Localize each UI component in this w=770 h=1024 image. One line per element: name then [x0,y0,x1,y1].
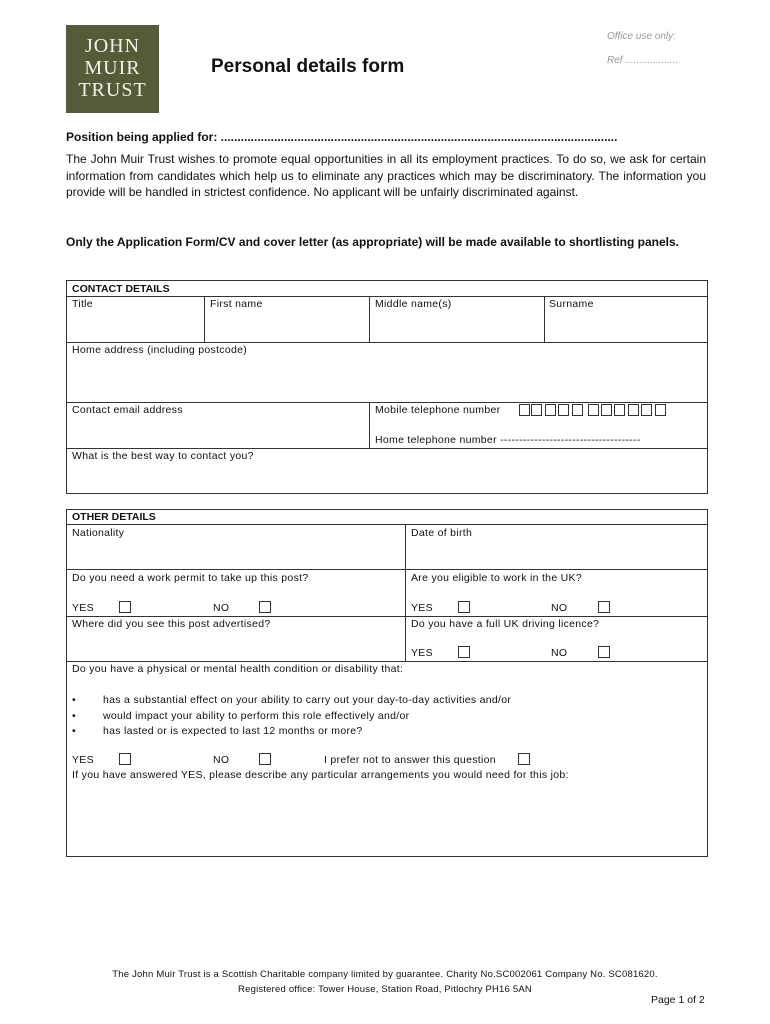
mobile-digit-box[interactable] [531,404,542,416]
divider [66,296,708,297]
list-item: • has a substantial effect on your ability to carry out your day-to-day activities and/or [72,693,511,709]
page-number: Page 1 of 2 [651,994,705,1006]
disability-no-checkbox[interactable] [259,753,271,765]
arrangements-field[interactable]: If you have answered YES, please describe any particular arrangements you would need for this job: [72,769,569,781]
john-muir-trust-logo [66,25,159,113]
prefer-not-checkbox[interactable] [518,753,530,765]
divider [66,616,708,617]
licence-yes-checkbox[interactable] [458,646,470,658]
divider [405,524,406,661]
work-permit-no-checkbox[interactable] [259,601,271,613]
work-permit-yes-checkbox[interactable] [119,601,131,613]
other-details-section [66,509,708,857]
mobile-phone-field[interactable]: Mobile telephone number [375,404,501,416]
intro-paragraph: The John Muir Trust wishes to promote equal opportunities in all its employment practices. To do so, we ask for certain information from candidates which help us to eliminate any practices which may be discriminatory. The information you provide will be handled in strictest confidence. No applicant will be unfairly discriminated against. [66,152,706,199]
home-address-field[interactable]: Home address (including postcode) [72,344,248,356]
eligible-question: Are you eligible to work in the UK? [411,572,582,584]
divider [66,524,708,525]
list-item: • would impact your ability to perform this role effectively and/or [72,709,511,725]
advertised-field[interactable]: Where did you see this post advertised? [72,618,271,630]
contact-details-heading: CONTACT DETAILS [72,283,170,295]
other-details-heading: OTHER DETAILS [72,511,156,523]
mobile-digit-box[interactable] [558,404,569,416]
yes-label: YES [72,602,94,614]
yes-label: YES [411,602,433,614]
ref-field[interactable]: Ref ................... [607,55,679,66]
no-label: NO [213,754,230,766]
first-name-field[interactable]: First name [210,298,263,310]
logo-line-2: MUIR [84,57,141,79]
mobile-digit-box[interactable] [572,404,583,416]
office-use-label: Office use only: [607,31,676,42]
prefer-not-label: I prefer not to answer this question [324,754,496,766]
dob-field[interactable]: Date of birth [411,527,473,539]
mobile-digit-box[interactable] [601,404,612,416]
divider [66,402,708,403]
disability-criteria-list [72,693,511,740]
mobile-digit-box[interactable] [614,404,625,416]
list-item: • has lasted or is expected to last 12 months or more? [72,724,511,740]
surname-field[interactable]: Surname [549,298,594,310]
logo-line-3: TRUST [78,79,147,101]
driving-licence-question: Do you have a full UK driving licence? [411,618,600,630]
middle-names-field[interactable]: Middle name(s) [375,298,452,310]
home-phone-field[interactable]: Home telephone number ------------------------------------- [375,434,641,446]
nationality-field[interactable]: Nationality [72,527,125,539]
disability-yes-checkbox[interactable] [119,753,131,765]
best-contact-field[interactable]: What is the best way to contact you? [72,450,254,462]
footer-charity-info: The John Muir Trust is a Scottish Charitable company limited by guarantee. Charity No.SC002061 Company No. SC081620. [112,969,658,980]
divider [66,342,708,343]
divider [66,569,708,570]
mobile-digit-box[interactable] [628,404,639,416]
divider [369,402,370,448]
shortlisting-notice: Only the Application Form/CV and cover letter (as appropriate) will be made available to shortlisting panels. [66,235,680,249]
divider [544,296,545,342]
mobile-digit-box[interactable] [545,404,556,416]
position-applied-field[interactable]: Position being applied for: ....................................................................................................................... [66,130,618,144]
eligible-yes-checkbox[interactable] [458,601,470,613]
no-label: NO [551,602,568,614]
licence-no-checkbox[interactable] [598,646,610,658]
yes-label: YES [411,647,433,659]
divider [66,661,708,662]
email-field[interactable]: Contact email address [72,404,183,416]
mobile-digit-box[interactable] [655,404,666,416]
footer-registered-office: Registered office: Tower House, Station Road, Pitlochry PH16 5AN [238,984,532,995]
work-permit-question: Do you need a work permit to take up this post? [72,572,309,584]
form-title: Personal details form [211,56,405,77]
no-label: NO [551,647,568,659]
eligible-no-checkbox[interactable] [598,601,610,613]
no-label: NO [213,602,230,614]
disability-question: Do you have a physical or mental health condition or disability that: [72,663,404,675]
mobile-digit-box[interactable] [588,404,599,416]
divider [66,448,708,449]
title-field[interactable]: Title [72,298,93,310]
yes-label: YES [72,754,94,766]
logo-line-1: JOHN [84,35,141,57]
mobile-digit-box[interactable] [641,404,652,416]
divider [204,296,205,342]
divider [369,296,370,342]
mobile-digit-box[interactable] [519,404,530,416]
